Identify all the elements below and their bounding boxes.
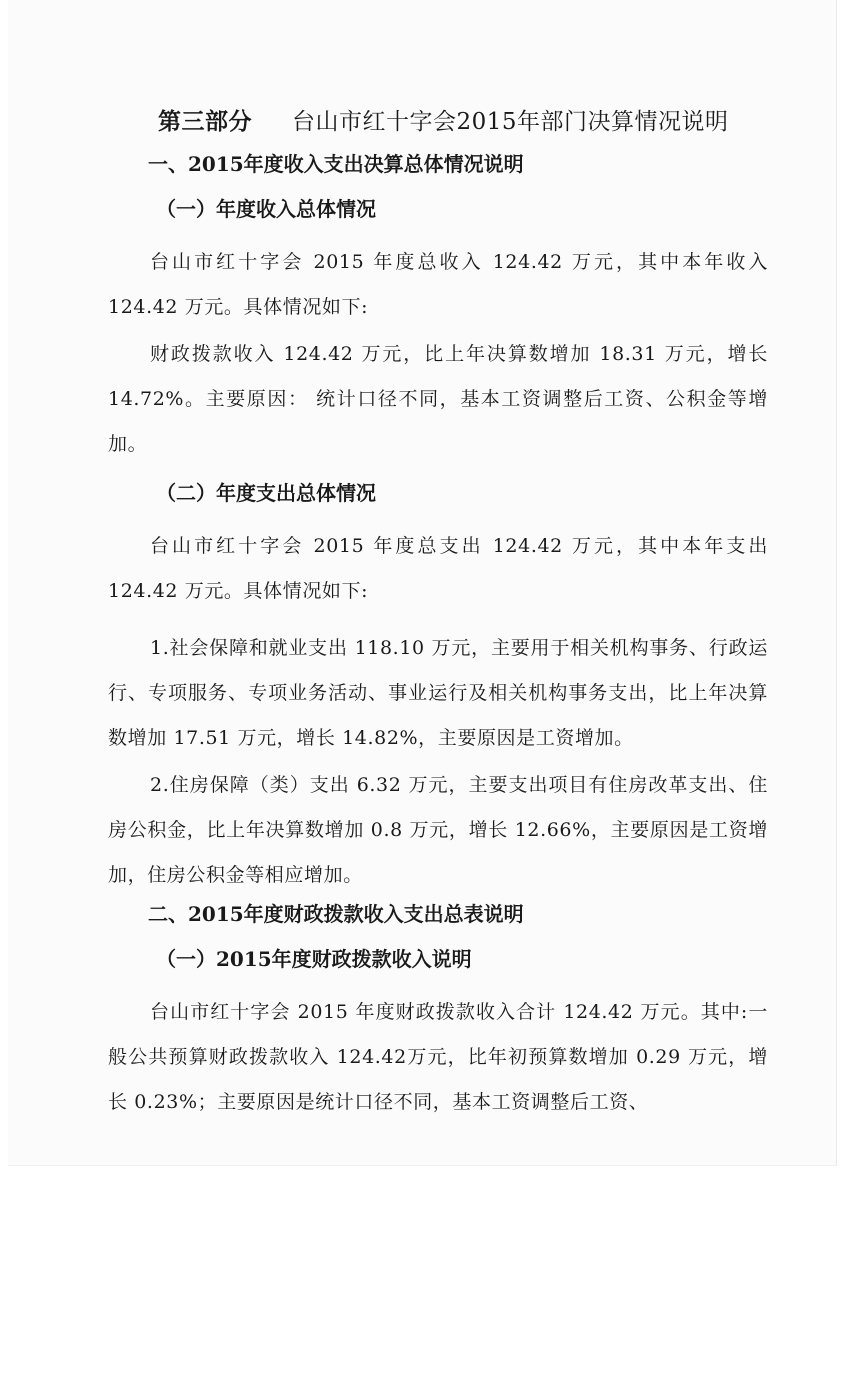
section1-heading: 一、2015年度收入支出决算总体情况说明 bbox=[148, 152, 524, 176]
page-title bbox=[158, 104, 768, 140]
sub2-paragraph-3: 2.住房保障（类）支出 6.32 万元，主要支出项目有住房改革支出、住房公积金，比上年决算数增加 0.8 万元，增长 12.66%，主要原因是工资增加，住房公积金等相应增加。 bbox=[108, 774, 768, 886]
sub1-heading: （一）年度收入总体情况 bbox=[156, 197, 376, 221]
title-part: 第三部分 bbox=[158, 108, 252, 135]
sub3-paragraph-1: 台山市红十字会 2015 年度财政拨款收入合计 124.42 万元。其中:一般公共预算财政拨款收入 124.42万元，比年初预算数增加 0.29 万元，增长 0.23%；主要原因是统计口径不同，基本工资调整后工资、 bbox=[108, 1001, 768, 1113]
document-body bbox=[108, 104, 768, 1127]
sub3-heading: （一）2015年度财政拨款收入说明 bbox=[156, 947, 472, 971]
sub1-paragraph-2: 财政拨款收入 124.42 万元，比上年决算数增加 18.31 万元，增长 14.72%。主要原因： 统计口径不同，基本工资调整后工资、公积金等增加。 bbox=[108, 343, 768, 455]
title-org: 台山市红十字会 bbox=[292, 109, 457, 135]
sub1-paragraph-1: 台山市红十字会 2015 年度总收入 124.42 万元，其中本年收入 124.42 万元。具体情况如下: bbox=[108, 251, 768, 318]
sub2-heading: （二）年度支出总体情况 bbox=[156, 481, 376, 505]
title-rest: 2015年部门决算情况说明 bbox=[456, 109, 729, 135]
section2-heading: 二、2015年度财政拨款收入支出总表说明 bbox=[148, 902, 524, 926]
sub2-paragraph-2: 1.社会保障和就业支出 118.10 万元，主要用于相关机构事务、行政运行、专项服务、专项业务活动、事业运行及相关机构事务支出，比上年决算数增加 17.51 万元，增长 14.82%，主要原因是工资增加。 bbox=[108, 637, 768, 749]
sub2-paragraph-1: 台山市红十字会 2015 年度总支出 124.42 万元，其中本年支出 124.42 万元。具体情况如下: bbox=[108, 535, 768, 602]
